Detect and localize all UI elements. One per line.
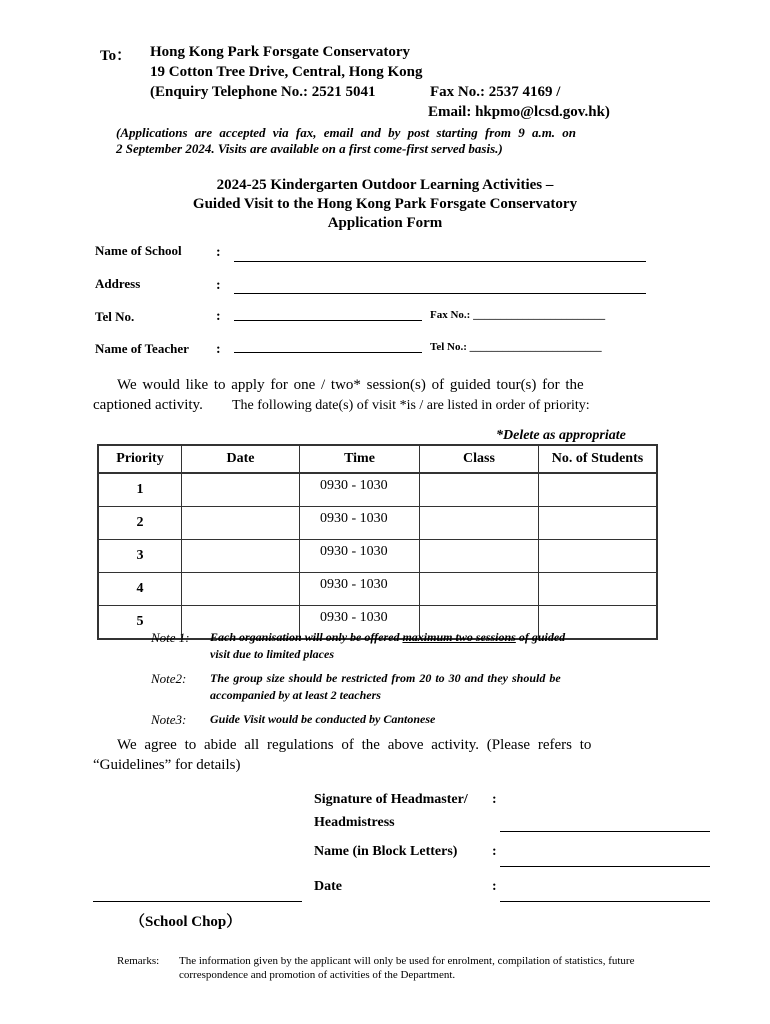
- time-cell: 0930 - 1030: [300, 507, 420, 540]
- enquiry-phone: (Enquiry Telephone No.: 2521 5041: [150, 84, 376, 100]
- signature-label-line2: Headmistress: [314, 815, 395, 830]
- date-cell[interactable]: [182, 573, 300, 606]
- priority-cell: 2: [98, 507, 182, 540]
- teacher-name-field[interactable]: [234, 352, 422, 353]
- name-block-field[interactable]: [500, 866, 710, 867]
- tel-field[interactable]: [234, 320, 422, 321]
- teacher-name-colon: :: [216, 342, 221, 357]
- school-chop-label: （School Chop）: [130, 914, 242, 930]
- table-row: [98, 507, 657, 540]
- name-block-colon: :: [492, 844, 497, 859]
- signature-label-line1: Signature of Headmaster/: [314, 792, 468, 807]
- time-cell: 0930 - 1030: [300, 573, 420, 606]
- application-note-line1: (Applications are accepted via fax, email and by post starting from 9 a.m. on: [116, 125, 577, 140]
- note1-pre: Each organisation will only be offered: [210, 630, 403, 644]
- name-block-label: Name (in Block Letters): [314, 844, 458, 859]
- note1-line2: visit due to limited places: [210, 647, 334, 661]
- date-cell[interactable]: [182, 540, 300, 573]
- teacher-tel-field-label[interactable]: Tel No.: ________________________: [430, 341, 602, 353]
- table-header-row: [98, 445, 657, 473]
- table-row: [98, 573, 657, 606]
- header-class: Class: [420, 445, 539, 473]
- application-note-line2: 2 September 2024. Visits are available on a first come-first served basis.): [116, 141, 503, 156]
- time-cell: 0930 - 1030: [300, 606, 420, 640]
- priority-cell: 4: [98, 573, 182, 606]
- title-line3: Application Form: [327, 215, 443, 231]
- school-name-field[interactable]: [234, 261, 646, 262]
- header-date: Date: [182, 445, 300, 473]
- signature-colon: :: [492, 792, 497, 807]
- address-field[interactable]: [234, 293, 646, 294]
- note2-label: Note2:: [151, 671, 187, 686]
- email-address: Email: hkpmo@lcsd.gov.hk): [428, 104, 610, 120]
- date-field[interactable]: [500, 901, 710, 902]
- delete-note: *Delete as appropriate: [496, 428, 626, 443]
- note3-line1: Guide Visit would be conducted by Cantonese: [210, 712, 436, 726]
- table-row: [98, 540, 657, 573]
- date-label: Date: [314, 879, 342, 894]
- to-label: To：: [100, 48, 132, 64]
- intro-line1: We would like to apply for one / two* session(s) of guided tour(s) for the: [117, 377, 584, 393]
- note1-underlined: maximum two sessions: [402, 630, 516, 644]
- students-cell[interactable]: [539, 507, 658, 540]
- school-name-colon: :: [216, 245, 221, 260]
- time-cell: 0930 - 1030: [300, 540, 420, 573]
- note3-label: Note3:: [151, 712, 187, 727]
- tel-label: Tel No.: [95, 309, 135, 324]
- class-cell[interactable]: [420, 573, 539, 606]
- class-cell[interactable]: [420, 507, 539, 540]
- remarks-label: Remarks:: [117, 955, 160, 967]
- date-cell[interactable]: [182, 507, 300, 540]
- remarks-line2: correspondence and promotion of activities of the Department.: [179, 969, 456, 981]
- class-cell[interactable]: [420, 473, 539, 507]
- recipient-name: Hong Kong Park Forsgate Conservatory: [150, 44, 410, 60]
- intro-line2a: captioned activity.: [93, 397, 203, 413]
- note2-line1: The group size should be restricted from 20 to 30 and they should be: [210, 671, 561, 685]
- tel-colon: :: [216, 309, 221, 324]
- fax-number: Fax No.: 2537 4169 /: [430, 84, 561, 100]
- priority-cell: 3: [98, 540, 182, 573]
- fax-field-label[interactable]: Fax No.: ________________________: [430, 309, 606, 321]
- address-label: Address: [95, 276, 141, 291]
- priority-table: [97, 444, 658, 640]
- students-cell[interactable]: [539, 473, 658, 507]
- intro-line2b: The following date(s) of visit *is / are listed in order of priority:: [232, 398, 590, 413]
- date-cell[interactable]: [182, 473, 300, 507]
- time-cell: 0930 - 1030: [300, 473, 420, 507]
- school-chop-line[interactable]: [93, 901, 302, 902]
- header-students: No. of Students: [539, 445, 658, 473]
- agree-line2: “Guidelines” for details): [93, 757, 241, 773]
- address-colon: :: [216, 278, 221, 293]
- note1-label: Note 1:: [151, 630, 190, 645]
- agree-line1: We agree to abide all regulations of the above activity. (Please refers to: [117, 737, 592, 753]
- title-line1: 2024-25 Kindergarten Outdoor Learning Activities –: [216, 177, 554, 193]
- students-cell[interactable]: [539, 573, 658, 606]
- title-line2: Guided Visit to the Hong Kong Park Forsgate Conservatory: [192, 196, 578, 212]
- signature-field[interactable]: [500, 831, 710, 832]
- school-name-label: Name of School: [95, 243, 182, 258]
- teacher-name-label: Name of Teacher: [95, 341, 189, 356]
- recipient-address: 19 Cotton Tree Drive, Central, Hong Kong: [150, 64, 423, 80]
- priority-cell: 5: [98, 606, 182, 640]
- note1-post: of guided: [515, 630, 566, 644]
- note1-text: [210, 630, 565, 645]
- note2-line2: accompanied by at least 2 teachers: [210, 688, 381, 702]
- date-colon: :: [492, 879, 497, 894]
- header-priority: Priority: [98, 445, 182, 473]
- students-cell[interactable]: [539, 540, 658, 573]
- remarks-line1: The information given by the applicant will only be used for enrolment, compilation of statistics, future: [179, 955, 635, 967]
- table-row: [98, 473, 657, 507]
- header-time: Time: [300, 445, 420, 473]
- class-cell[interactable]: [420, 540, 539, 573]
- priority-cell: 1: [98, 473, 182, 507]
